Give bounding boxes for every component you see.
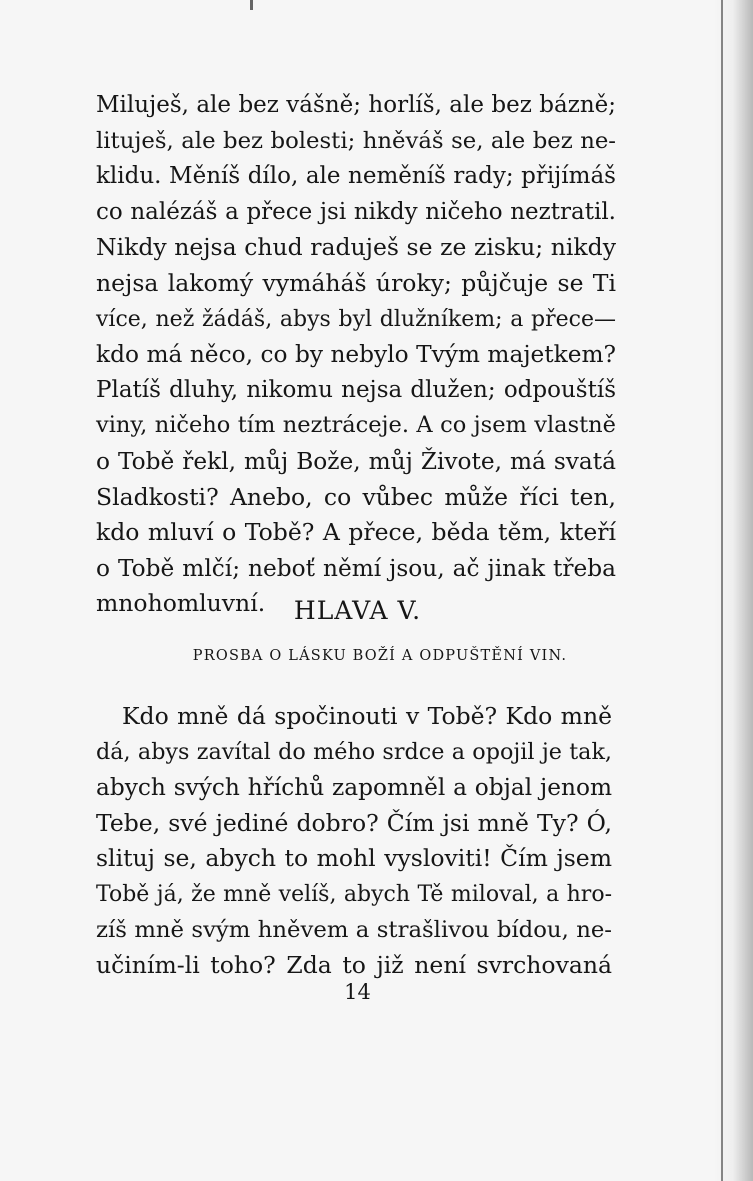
text-line: slituj se, abych to mohl vysloviti! Čím jsem [96,844,612,873]
text-line: Sladkosti? Anebo, co vůbec může říci ten, [96,482,616,511]
chapter-heading: HLAVA V. [293,596,422,625]
text-line: Tobě já, že mně velíš, abych Tě miloval, a hro- [96,881,612,907]
text-line: Tebe, své jediné dobro? Čím jsi mně Ty? Ó, [96,808,612,837]
text-line: zíš mně svým hněvem a strašlivou bídou, ne- [96,916,612,943]
text-line: klidu. Měníš dílo, ale neměníš rady; přijímáš [96,163,616,190]
text-line: Kdo mně dá spočinouti v Tobě? Kdo mně [122,702,612,730]
text-line: Nikdy nejsa chud raduješ se ze zisku; nikdy [96,233,616,262]
text-line: co nalézáš a přece jsi nikdy ničeho neztratil. [96,198,616,225]
text-line: učiním-li toho? Zda to již není svrchovaná [96,951,612,980]
page-number: 14 [344,980,371,1004]
text-line: abych svých hříchů zapomněl a objal jenom [96,774,612,802]
text-line: dá, abys zavítal do mého srdce a opojil je tak, [96,738,612,765]
text-line: Miluješ, ale bez vášně; horlíš, ale bez bázně; [96,92,616,118]
text-line: o Tobě mlčí; neboť němí jsou, ač jinak třeba [96,554,616,582]
text-line: Platíš dluhy, nikomu nejsa dlužen; odpouštíš [96,376,616,403]
text-line: nejsa lakomý vymáháš úroky; půjčuje se Ti [96,268,616,297]
text-line: viny, ničeho tím neztráceje. A co jsem vlastně [96,412,616,439]
paragraph-2 [96,699,612,984]
chapter-subheading: PROSBA O LÁSKU BOŽÍ A ODPUŠTĚNÍ VIN. [192,648,568,664]
text-line: lituješ, ale bez bolesti; hněváš se, ale bez ne- [96,127,616,154]
text-line: o Tobě řekl, můj Bože, můj Živote, má svatá [96,447,616,475]
text-line: mnohomluvní. [96,589,266,618]
spine-edge [721,0,723,1181]
spine-shadow [713,0,753,1181]
text-line: více, než žádáš, abys byl dlužníkem; a přece— [96,306,616,332]
paragraph-1 [96,88,616,622]
text-line: kdo má něco, co by nebylo Tvým majetkem? [96,341,616,369]
text-line: kdo mluví o Tobě? A přece, běda těm, kteří [96,518,616,547]
print-mark [250,0,253,10]
